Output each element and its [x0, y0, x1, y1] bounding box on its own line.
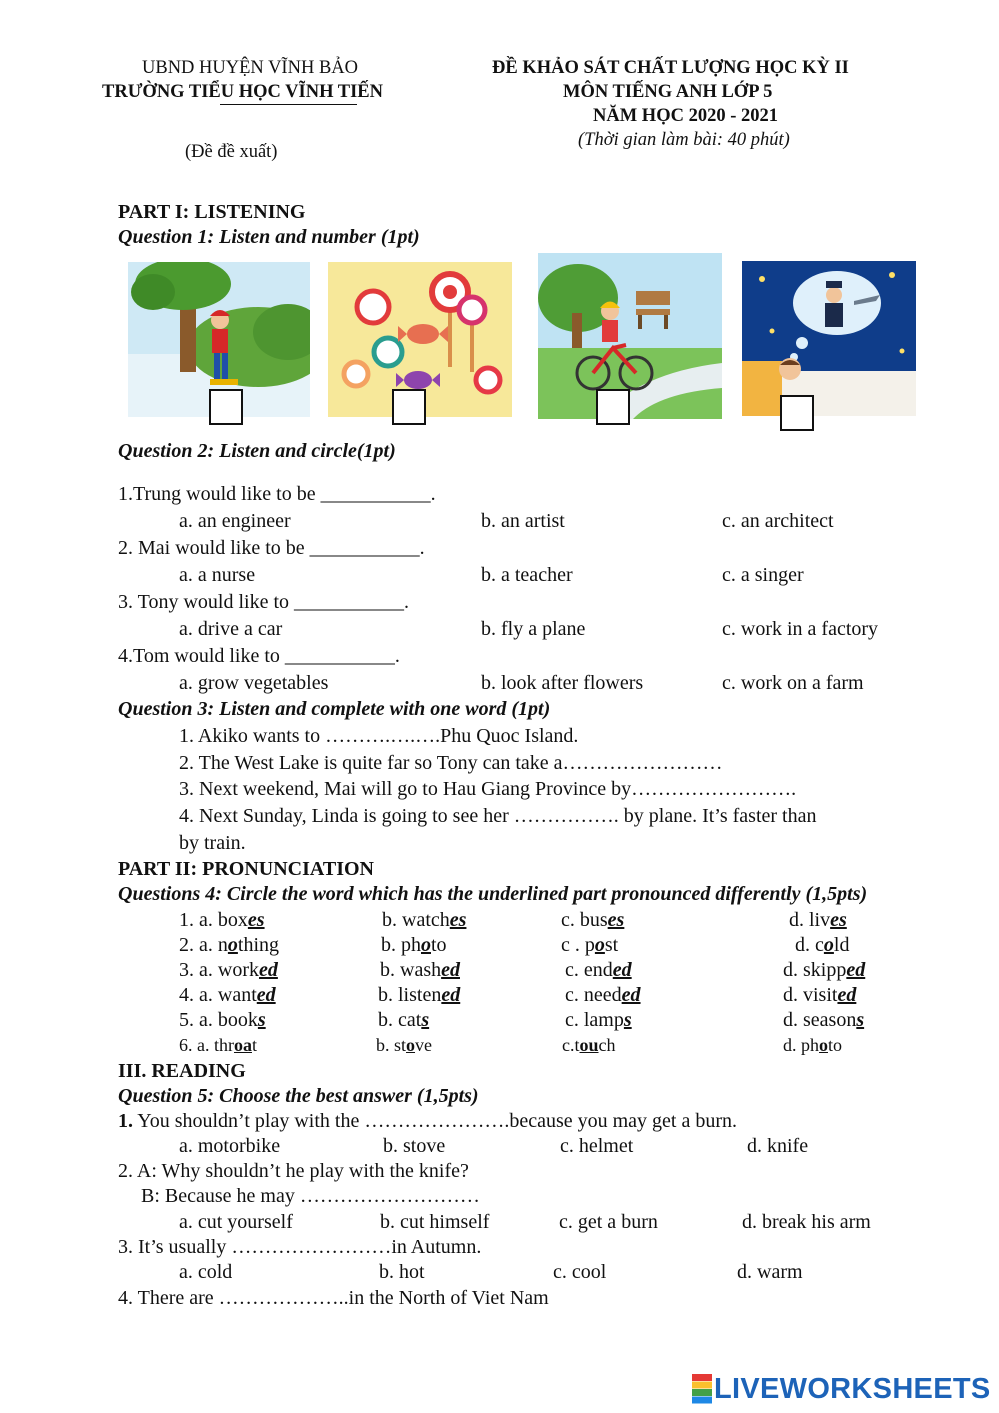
question4-title: Questions 4: Circle the word which has the underlined part pronounced differently (1,5pts)	[118, 883, 868, 905]
boy-cycling-picture	[538, 253, 722, 419]
underlined-part: o	[406, 1035, 416, 1055]
q2-item4-option-a[interactable]: a. grow vegetables	[179, 672, 329, 694]
q2-item3-option-c[interactable]: c. work in a factory	[722, 618, 879, 640]
q4-r2-b[interactable]	[381, 933, 447, 957]
q2-item1-stem: 1.Trung would like to be ___________.	[118, 483, 436, 505]
q5-item3-option-d[interactable]: d. warm	[737, 1261, 803, 1283]
suffix: to	[828, 1035, 843, 1055]
prefix: 3. a. work	[179, 959, 259, 981]
q4-r6-c[interactable]	[562, 1033, 616, 1057]
q5-item2-option-c[interactable]: c. get a burn	[559, 1211, 658, 1233]
prefix: c. need	[565, 984, 622, 1006]
exam-subject: MÔN TIẾNG ANH LỚP 5	[563, 82, 773, 102]
q5-item2-stem-b: B: Because he may ………………………	[141, 1185, 480, 1207]
answer-box-3[interactable]	[596, 389, 630, 425]
underlined-part: ed	[846, 959, 866, 981]
cycling-illustration	[538, 253, 722, 419]
answer-box-4[interactable]	[780, 395, 814, 431]
suffix: ld	[833, 934, 850, 956]
q2-item3-stem: 3. Tony would like to ___________.	[118, 591, 410, 613]
q2-item2-option-c[interactable]: c. a singer	[722, 564, 804, 586]
q4-r1-a[interactable]	[179, 908, 265, 932]
prefix: c. end	[565, 959, 613, 981]
q5-item1-option-d[interactable]: d. knife	[747, 1135, 809, 1157]
q4-r5-c[interactable]	[565, 1008, 632, 1032]
suffix: ve	[415, 1035, 433, 1055]
q3-item3[interactable]: 3. Next weekend, Mai will go to Hau Giang Province by…………………….	[179, 778, 797, 800]
prefix: b. cat	[378, 1009, 422, 1031]
q5-item1-option-a[interactable]: a. motorbike	[179, 1135, 281, 1157]
live-badge-icon	[692, 1374, 712, 1404]
underlined-part: ed	[441, 984, 461, 1006]
item-number: 1.	[118, 1110, 133, 1132]
underlined-part: oa	[233, 1035, 252, 1055]
liveworksheets-logo[interactable]	[692, 1372, 991, 1406]
underlined-part: es	[247, 909, 265, 931]
underlined-part: es	[830, 909, 847, 931]
prefix: b. watch	[382, 909, 450, 931]
suffix: t	[251, 1035, 257, 1055]
q4-r2-a[interactable]	[179, 933, 279, 957]
prefix: d. c	[795, 934, 824, 956]
q2-item3-option-b[interactable]: b. fly a plane	[481, 618, 586, 640]
q4-r3-c[interactable]	[565, 958, 632, 982]
exam-type-note: (Đề đề xuất)	[185, 142, 278, 162]
q4-r5-a[interactable]	[179, 1008, 266, 1032]
q4-r5-d[interactable]	[783, 1008, 864, 1032]
q4-r1-d[interactable]	[789, 908, 847, 932]
prefix: 2. a. n	[179, 934, 228, 956]
underlined-part: s	[623, 1009, 632, 1031]
q5-item2-option-b[interactable]: b. cut himself	[380, 1211, 490, 1233]
dreaming-illustration	[742, 261, 916, 416]
prefix: b. wash	[380, 959, 442, 981]
dreaming-pilot-picture	[742, 261, 916, 416]
q5-item2-option-a[interactable]: a. cut yourself	[179, 1211, 293, 1233]
exam-title: ĐỀ KHẢO SÁT CHẤT LƯỢNG HỌC KỲ II	[492, 58, 849, 78]
q3-item4[interactable]: 4. Next Sunday, Linda is going to see her ……………. by plane. It’s faster than	[179, 805, 817, 827]
q5-item4-stem: 4. There are ………………..in the North of Viet Nam	[118, 1287, 549, 1309]
q5-item1-option-c[interactable]: c. helmet	[560, 1135, 634, 1157]
q2-item2-stem: 2. Mai would like to be ___________.	[118, 537, 425, 559]
suffix: to	[431, 934, 447, 956]
school-district: UBND HUYỆN VĨNH BẢO	[142, 58, 359, 78]
prefix: c . p	[561, 934, 595, 956]
prefix: 5. a. book	[179, 1009, 258, 1031]
part1-title: PART I: LISTENING	[118, 201, 306, 223]
answer-box-2[interactable]	[392, 389, 426, 425]
prefix: c. lamp	[565, 1009, 624, 1031]
school-name: TRƯỜNG TIỂU HỌC VĨNH TIẾN	[102, 82, 383, 102]
q4-r6-b[interactable]	[376, 1033, 432, 1057]
time-note: (Thời gian làm bài: 40 phút)	[578, 130, 790, 150]
q3-item1[interactable]: 1. Akiko wants to ……….….….Phu Quoc Island.	[179, 725, 579, 747]
underlined-part: ed	[621, 984, 641, 1006]
question5-title: Question 5: Choose the best answer (1,5pts)	[118, 1085, 479, 1107]
q5-item3-stem: 3. It’s usually ……………………in Autumn.	[118, 1236, 482, 1258]
underlined-part: s	[257, 1009, 266, 1031]
underlined-part: ed	[837, 984, 857, 1006]
logo-text: LIVEWORKSHEETS	[714, 1372, 991, 1405]
suffix: ch	[598, 1035, 616, 1055]
part2-title: PART II: PRONUNCIATION	[118, 858, 374, 880]
underlined-part: o	[227, 934, 238, 956]
q2-item4-stem: 4.Tom would like to ___________.	[118, 645, 400, 667]
q5-item1-stem	[118, 1109, 737, 1133]
prefix: 4. a. want	[179, 984, 257, 1006]
q4-r6-a[interactable]	[179, 1033, 257, 1057]
underlined-part: ed	[258, 959, 278, 981]
prefix: d. season	[783, 1009, 857, 1031]
q4-r5-b[interactable]	[378, 1008, 429, 1032]
q4-r2-c[interactable]	[561, 933, 618, 957]
underlined-part: s	[421, 1009, 430, 1031]
question2-title: Question 2: Listen and circle(1pt)	[118, 440, 396, 462]
q2-item2-option-b[interactable]: b. a teacher	[481, 564, 573, 586]
answer-box-1[interactable]	[209, 389, 243, 425]
underlined-part: ed	[441, 959, 460, 981]
q5-item3-option-b[interactable]: b. hot	[379, 1261, 425, 1283]
part3-title: III. READING	[118, 1060, 246, 1082]
q5-item2-option-d[interactable]: d. break his arm	[742, 1211, 871, 1233]
header-underline	[220, 104, 357, 105]
q4-r4-b[interactable]	[378, 983, 460, 1007]
q2-item1-option-a[interactable]: a. an engineer	[179, 510, 291, 532]
question3-title: Question 3: Listen and complete with one word (1pt)	[118, 698, 551, 720]
q4-r3-d[interactable]	[783, 958, 865, 982]
q2-item4-option-b[interactable]: b. look after flowers	[481, 672, 644, 694]
underlined-part: o	[421, 934, 431, 956]
prefix: d. ph	[783, 1035, 819, 1055]
underlined-part: ou	[579, 1035, 599, 1055]
prefix: d. visit	[783, 984, 838, 1006]
q2-item3-option-a[interactable]: a. drive a car	[179, 618, 283, 640]
q3-item4-cont: by train.	[179, 832, 246, 854]
q4-r3-a[interactable]	[179, 958, 278, 982]
school-year: NĂM HỌC 2020 - 2021	[593, 106, 778, 126]
question1-title: Question 1: Listen and number (1pt)	[118, 226, 420, 248]
prefix: b. ph	[381, 934, 421, 956]
item-text: You shouldn’t play with the ………………….because you may get a burn.	[133, 1110, 738, 1132]
q4-r6-d[interactable]	[783, 1033, 842, 1057]
q2-item4-option-c[interactable]: c. work on a farm	[722, 672, 864, 694]
q2-item2-option-a[interactable]: a. a nurse	[179, 564, 256, 586]
q4-r3-b[interactable]	[380, 958, 460, 982]
q4-r1-b[interactable]	[382, 908, 466, 932]
q5-item3-option-a[interactable]: a. cold	[179, 1261, 233, 1283]
q5-item1-option-b[interactable]: b. stove	[383, 1135, 446, 1157]
underlined-part: o	[823, 934, 834, 956]
q4-r1-c[interactable]	[561, 908, 624, 932]
prefix: c. bus	[561, 909, 608, 931]
prefix: b. listen	[378, 984, 442, 1006]
prefix: 6. a. thr	[179, 1035, 234, 1055]
suffix: st	[604, 934, 619, 956]
underlined-part: s	[856, 1009, 865, 1031]
q3-item2[interactable]: 2. The West Lake is quite far so Tony can take a……………………	[179, 752, 723, 774]
underlined-part: ed	[612, 959, 632, 981]
prefix: d. skipp	[783, 959, 847, 981]
underlined-part: o	[594, 934, 605, 956]
q4-r4-c[interactable]	[565, 983, 641, 1007]
prefix: d. liv	[789, 909, 831, 931]
underlined-part: o	[819, 1035, 828, 1055]
underlined-part: es	[449, 909, 467, 931]
prefix: c.t	[562, 1035, 580, 1055]
underlined-part: es	[607, 909, 625, 931]
suffix: thing	[237, 934, 280, 956]
prefix: b. st	[376, 1035, 407, 1055]
q4-r2-d[interactable]	[795, 933, 849, 957]
q4-r4-a[interactable]	[179, 983, 276, 1007]
prefix: 1. a. box	[179, 909, 248, 931]
underlined-part: ed	[256, 984, 276, 1006]
q4-r4-d[interactable]	[783, 983, 856, 1007]
q5-item3-option-c[interactable]: c. cool	[553, 1261, 607, 1283]
q2-item1-option-c[interactable]: c. an architect	[722, 510, 834, 532]
q2-item1-option-b[interactable]: b. an artist	[481, 510, 565, 532]
q5-item2-stem-a: 2. A: Why shouldn’t he play with the knife?	[118, 1160, 469, 1182]
